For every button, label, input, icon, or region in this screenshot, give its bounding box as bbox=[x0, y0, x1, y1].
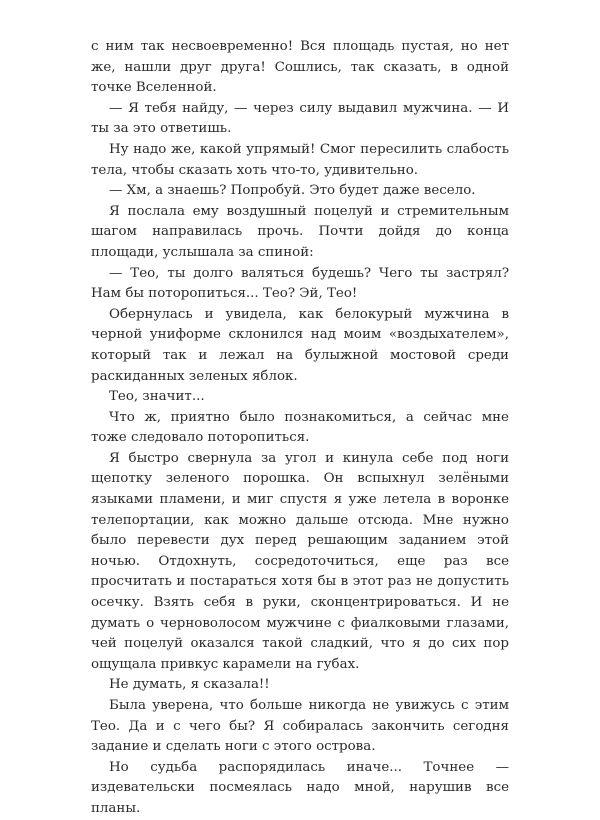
paragraph: Ну надо же, какой упрямый! Смог пересилить слабость тела, чтобы сказать хоть что-то, удивительно. bbox=[91, 141, 509, 178]
paragraph: Я быстро свернула за угол и кинула себе под ноги щепотку зеленого порошка. Он вспыхнул зелёными языками пламени, и миг спустя я уже летела в воронке телепортации, как можно дальше отсюда. Мне нужно было перевести дух перед решающим заданием этой ночью. Отдохнуть, сосредоточиться, еще раз все просчитать и постараться хотя бы в этот раз не допустить осечку. Взять себя в руки, сконцентрироваться. И не думать о черноволосом мужчине с фиалковыми глазами, чей поцелуй оказался такой сладкий, что я до сих пор ощущала привкус карамели на губах. bbox=[91, 450, 509, 672]
paragraph-dialogue: — Я тебя найду, — через силу выдавил мужчина. — И ты за это ответишь. bbox=[91, 100, 509, 137]
paragraph-continuation: с ним так несвоевременно! Вся площадь пустая, но нет же, нашли друг друга! Сошлись, так сказать, в одной точке Вселенной. bbox=[91, 39, 509, 96]
paragraph-dialogue: — Хм, а знаешь? Попробуй. Это будет даже весело. bbox=[109, 183, 476, 199]
paragraph: Я послала ему воздушный поцелуй и стремительным шагом направилась прочь. Почти дойдя до конца площади, услышала за спиной: bbox=[91, 203, 509, 260]
paragraph: Обернулась и увидела, как белокурый мужчина в черной униформе склонился над моим «воздыхателем», который так и лежал на булыжной мостовой среди раскиданных зеленых яблок. bbox=[91, 306, 509, 384]
paragraph: Но судьба распорядилась иначе... Точнее — издевательски посмеялась надо мной, нарушив все планы. bbox=[91, 759, 509, 816]
paragraph: Тео, значит... bbox=[109, 389, 205, 405]
paragraph: Что ж, приятно было познакомиться, а сейчас мне тоже следовало поторопиться. bbox=[91, 409, 509, 446]
paragraph: Была уверена, что больше никогда не увижусь с этим Тео. Да и с чего бы? Я собиралась закончить сегодня задание и сделать ноги с этого острова. bbox=[91, 698, 509, 755]
book-page bbox=[91, 37, 509, 820]
paragraph-dialogue: — Тео, ты долго валяться будешь? Чего ты застрял? Нам бы поторопиться... Тео? Эй, Тео! bbox=[91, 265, 509, 302]
paragraph: Не думать, я сказала!! bbox=[109, 677, 270, 693]
